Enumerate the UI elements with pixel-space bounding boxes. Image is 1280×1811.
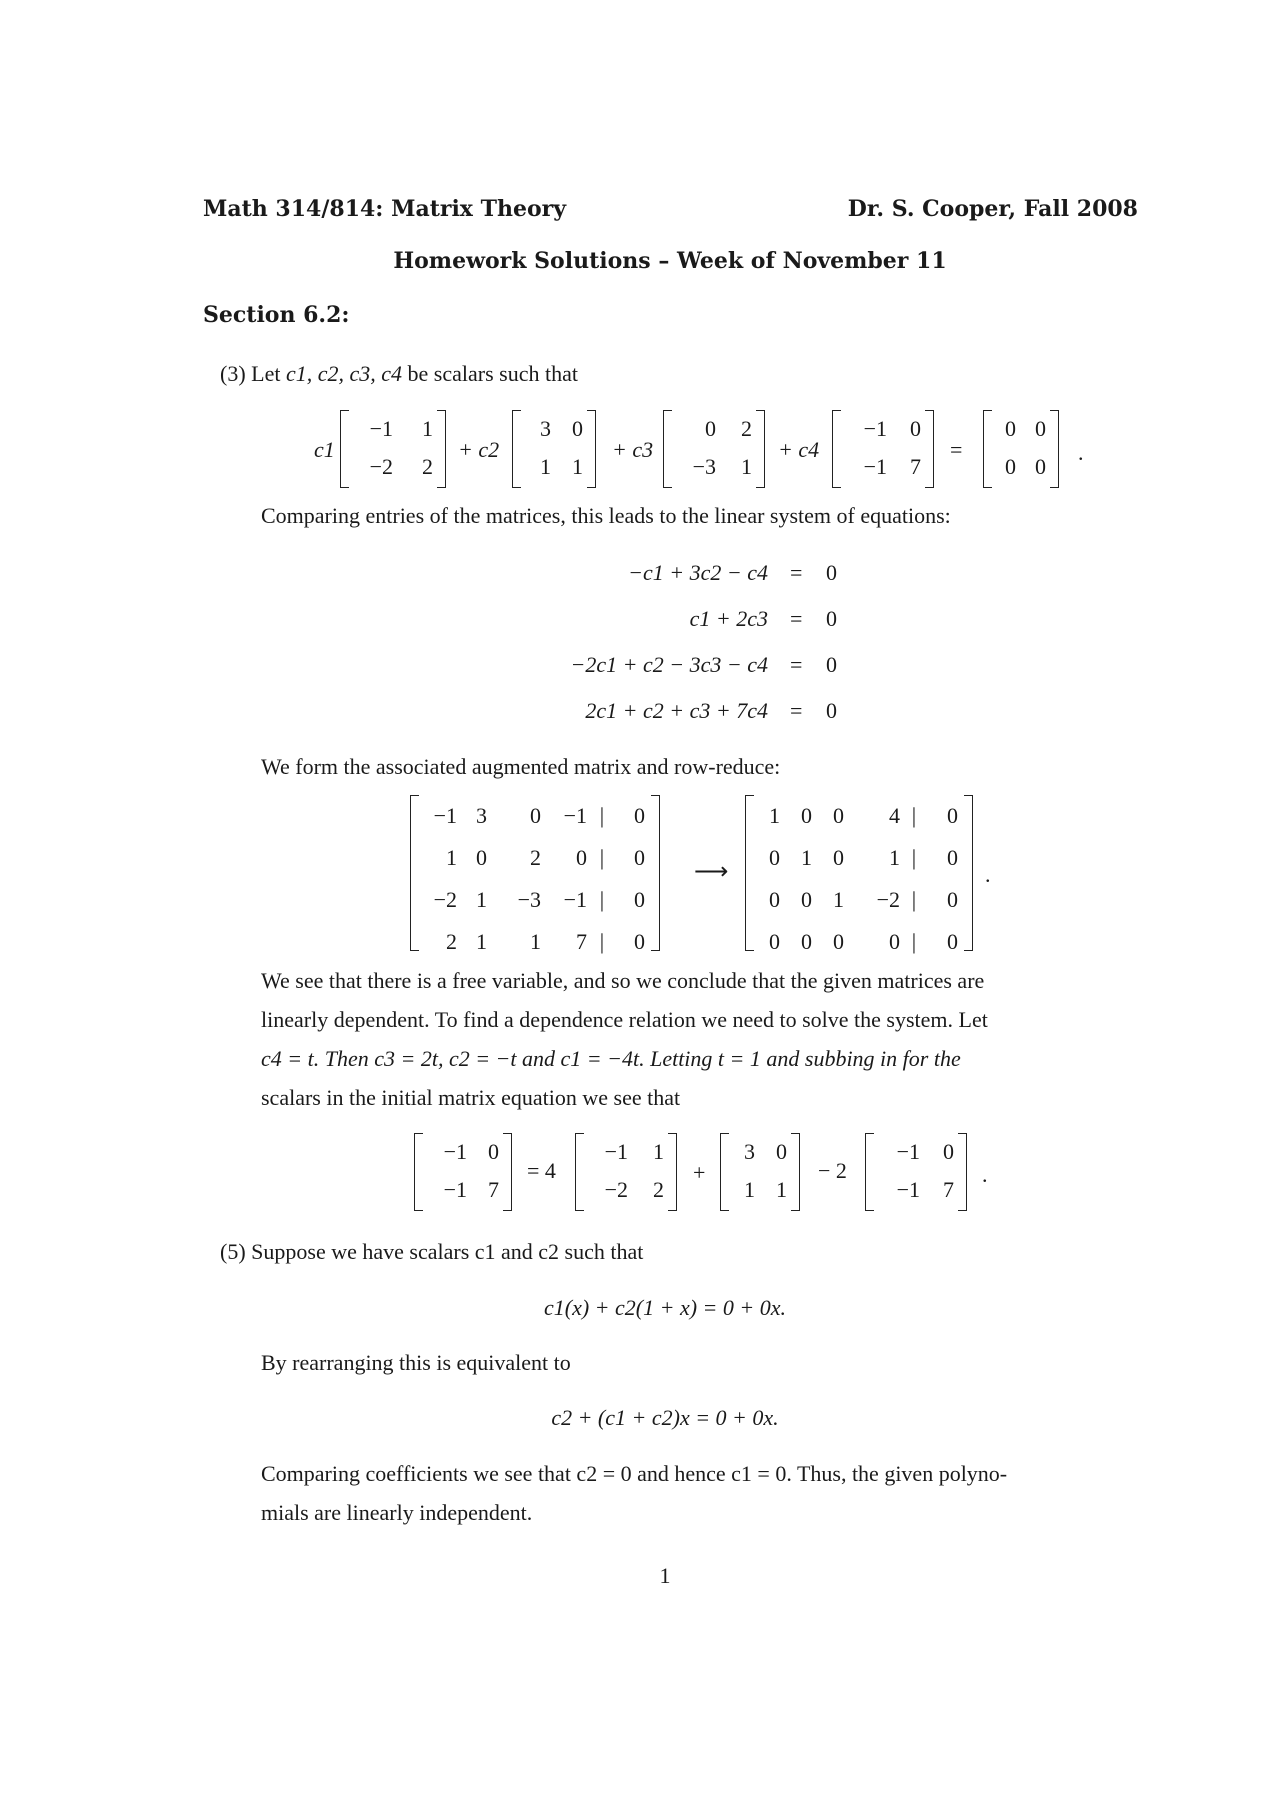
matrix-cell: −1	[369, 416, 393, 441]
coef-c1: c1	[314, 437, 335, 462]
matrix-bar: |	[911, 845, 917, 870]
coef-c2: + c2	[458, 437, 500, 462]
coef-c3: + c3	[612, 437, 654, 462]
course-title: Math 314/814: Matrix Theory	[203, 196, 566, 222]
matrix-cell: 2	[422, 454, 433, 479]
matrix-cell: 0	[769, 845, 780, 870]
page-title: Homework Solutions – Week of November 11	[393, 248, 947, 274]
matrix-cell: 2	[530, 845, 541, 870]
row-reduce-arrow: ⟶	[694, 859, 729, 885]
matrix-cell: 3	[540, 416, 551, 441]
matrix-a	[575, 1133, 677, 1211]
problem-3-vars: c1, c2, c3, c4	[285, 361, 403, 386]
system-eq: =	[790, 652, 803, 677]
problem-3-intro-b: be scalars such that	[407, 361, 578, 386]
matrix-cell: −1	[443, 1177, 467, 1202]
matrix-cell: 0	[801, 887, 812, 912]
matrix-cell: 1	[889, 845, 900, 870]
matrix-cell: 0	[947, 803, 958, 828]
matrix-d	[832, 410, 934, 488]
plus-sign: +	[693, 1160, 706, 1185]
matrix-cell: 1	[776, 1177, 787, 1202]
problem-5-number: (5)	[220, 1239, 246, 1264]
system-rhs: 0	[826, 652, 837, 677]
matrix-cell: 1	[476, 929, 487, 954]
equals-four: = 4	[527, 1158, 556, 1183]
problem-5-eq1: c1(x) + c2(1 + x) = 0 + 0x.	[543, 1295, 786, 1320]
matrix-bar: |	[599, 845, 605, 870]
comparing-entries-text: Comparing entries of the matrices, this leads to the linear system of equations:	[261, 503, 951, 528]
matrix-cell: 0	[576, 845, 587, 870]
matrix-cell: 1	[476, 887, 487, 912]
matrix-cell: 0	[1035, 454, 1046, 479]
matrix-cell: 0	[488, 1139, 499, 1164]
matrix-cell: 0	[889, 929, 900, 954]
matrix-cell: −2	[876, 887, 900, 912]
augmented-matrix-right	[745, 795, 973, 954]
system-rhs: 0	[826, 560, 837, 585]
problem-5-intro-text: Suppose we have scalars c1 and c2 such that	[251, 1239, 644, 1264]
matrix-d	[865, 1133, 967, 1211]
matrix-cell: 0	[833, 929, 844, 954]
matrix-cell: 0	[833, 845, 844, 870]
matrix-cell: 0	[634, 929, 645, 954]
matrix-cell: 0	[1035, 416, 1046, 441]
matrix-cell: 1	[833, 887, 844, 912]
system-eq: =	[790, 606, 803, 631]
matrix-cell: 0	[769, 929, 780, 954]
system-lhs: 2c1 + c2 + c3 + 7c4	[585, 698, 768, 723]
matrix-cell: −3	[517, 887, 541, 912]
matrix-cell: 2	[653, 1177, 664, 1202]
matrix-cell: 0	[910, 416, 921, 441]
problem-3-number: (3)	[220, 361, 246, 386]
matrix-cell: 7	[576, 929, 587, 954]
minus-two: − 2	[818, 1158, 847, 1183]
matrix-bar: |	[599, 803, 605, 828]
matrix-c	[663, 410, 765, 488]
matrix-cell: −1	[863, 454, 887, 479]
matrix-cell: 0	[943, 1139, 954, 1164]
system-eq: =	[790, 560, 803, 585]
matrix-bar: |	[599, 887, 605, 912]
matrix-cell: 7	[488, 1177, 499, 1202]
problem-5-conclusion-line: mials are linearly independent.	[261, 1500, 533, 1525]
system-rhs: 0	[826, 698, 837, 723]
problem-5-eq2: c2 + (c1 + c2)x = 0 + 0x.	[551, 1405, 779, 1430]
matrix-cell: −2	[433, 887, 457, 912]
problem-3-intro	[220, 361, 578, 387]
problem-5-intro	[220, 1239, 643, 1265]
matrix-cell: 0	[634, 803, 645, 828]
matrix-bar: |	[911, 929, 917, 954]
matrix-cell: 0	[634, 845, 645, 870]
period: .	[985, 862, 991, 887]
matrix-cell: 7	[943, 1177, 954, 1202]
matrix-cell: 3	[744, 1139, 755, 1164]
matrix-cell: 4	[889, 803, 900, 828]
matrix-bar: |	[911, 887, 917, 912]
system-rhs: 0	[826, 606, 837, 631]
matrix-cell: 0	[634, 887, 645, 912]
matrix-cell: −1	[433, 803, 457, 828]
matrix-cell: 3	[476, 803, 487, 828]
matrix-cell: 1	[653, 1139, 664, 1164]
problem-5-rearrange: By rearranging this is equivalent to	[261, 1350, 571, 1375]
matrix-cell: 0	[801, 929, 812, 954]
matrix-cell: 0	[776, 1139, 787, 1164]
system-lhs: −c1 + 3c2 − c4	[628, 560, 768, 585]
matrix-cell: 0	[769, 887, 780, 912]
conclusion-line: c4 = t. Then c3 = 2t, c2 = −t and c1 = −4t. Letting t = 1 and subbing in for the	[261, 1046, 961, 1071]
matrix-result	[414, 1133, 512, 1211]
matrix-cell: 0	[530, 803, 541, 828]
matrix-a	[340, 410, 446, 488]
matrix-cell: 1	[530, 929, 541, 954]
matrix-bar: |	[599, 929, 605, 954]
matrix-cell: −1	[896, 1177, 920, 1202]
matrix-cell: 2	[446, 929, 457, 954]
system-lhs: c1 + 2c3	[689, 606, 768, 631]
matrix-bar: |	[911, 803, 917, 828]
matrix-cell: 1	[744, 1177, 755, 1202]
conclusion-line: We see that there is a free variable, and so we conclude that the given matrices are	[261, 968, 985, 993]
matrix-cell: −1	[863, 416, 887, 441]
matrix-cell: 0	[476, 845, 487, 870]
matrix-cell: −1	[443, 1139, 467, 1164]
matrix-cell: 1	[446, 845, 457, 870]
augmented-matrix-left	[410, 795, 660, 954]
matrix-cell: 0	[947, 887, 958, 912]
matrix-cell: 0	[833, 803, 844, 828]
matrix-cell: 1	[801, 845, 812, 870]
matrix-cell: 0	[1005, 454, 1016, 479]
system-lhs: −2c1 + c2 − 3c3 − c4	[570, 652, 768, 677]
matrix-zero	[983, 410, 1059, 488]
matrix-cell: 7	[910, 454, 921, 479]
matrix-cell: 1	[769, 803, 780, 828]
matrix-cell: −1	[563, 803, 587, 828]
matrix-cell: 1	[741, 454, 752, 479]
matrix-cell: 0	[572, 416, 583, 441]
matrix-b	[512, 410, 596, 488]
matrix-cell: −2	[604, 1177, 628, 1202]
matrix-cell: −3	[692, 454, 716, 479]
matrix-cell: −1	[604, 1139, 628, 1164]
matrix-cell: −1	[896, 1139, 920, 1164]
instructor-term: Dr. S. Cooper, Fall 2008	[847, 196, 1138, 222]
matrix-cell: 2	[741, 416, 752, 441]
matrix-cell: 1	[572, 454, 583, 479]
matrix-cell: 0	[947, 845, 958, 870]
matrix-cell: 0	[705, 416, 716, 441]
problem-3-intro-a: Let	[251, 361, 281, 386]
problem-5-conclusion-line: Comparing coefficients we see that c2 = 0 and hence c1 = 0. Thus, the given polyno-	[261, 1461, 1008, 1486]
coef-c4: + c4	[778, 437, 820, 462]
section-heading: Section 6.2:	[203, 302, 350, 328]
matrix-cell: 0	[801, 803, 812, 828]
matrix-cell: −2	[369, 454, 393, 479]
matrix-cell: 1	[540, 454, 551, 479]
matrix-cell: 0	[947, 929, 958, 954]
system-eq: =	[790, 698, 803, 723]
conclusion-line: scalars in the initial matrix equation we see that	[261, 1085, 681, 1110]
matrix-cell: 0	[1005, 416, 1016, 441]
matrix-cell: −1	[563, 887, 587, 912]
period: .	[1078, 440, 1084, 465]
matrix-b	[720, 1133, 800, 1211]
page-number: 1	[659, 1563, 671, 1588]
augmented-text: We form the associated augmented matrix and row-reduce:	[261, 754, 781, 779]
matrix-cell: 1	[422, 416, 433, 441]
conclusion-line: linearly dependent. To find a dependence relation we need to solve the system. Let	[261, 1007, 988, 1032]
period: .	[982, 1162, 988, 1187]
equals-sign: =	[950, 437, 963, 462]
